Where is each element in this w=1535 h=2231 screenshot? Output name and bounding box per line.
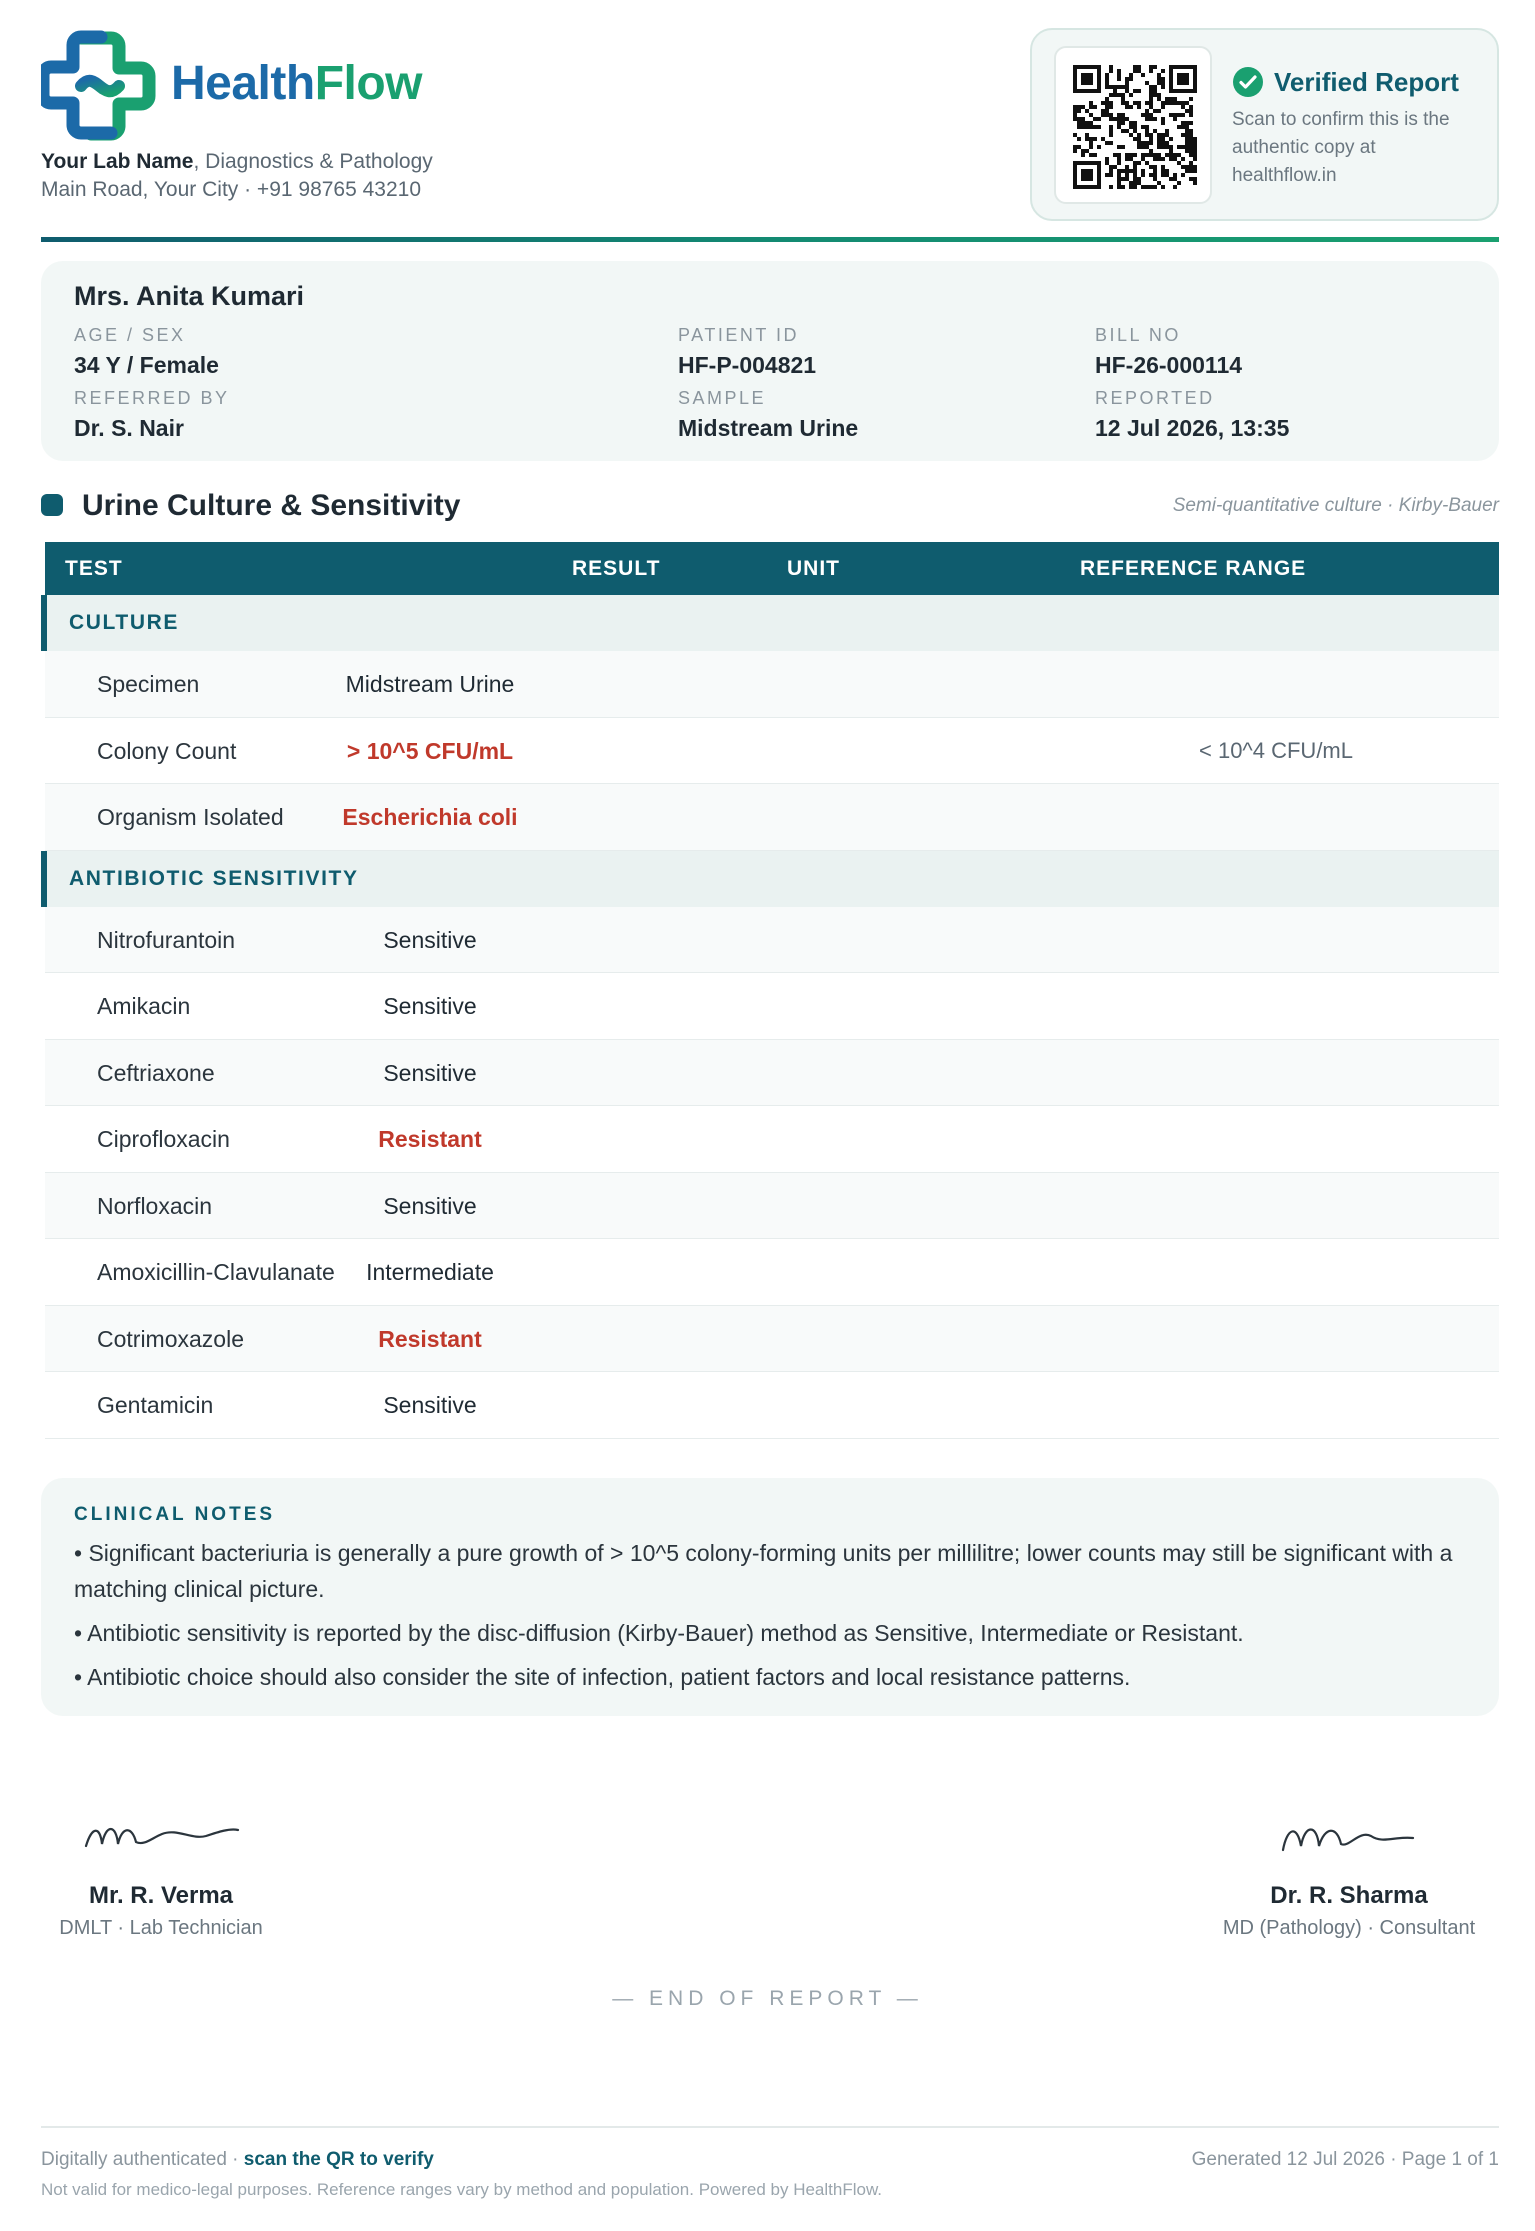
section-method: Semi-quantitative culture · Kirby-Bauer [1172, 495, 1499, 516]
consultant-role: MD (Pathology) · Consultant [1222, 1917, 1476, 1939]
brand-name-part1: Health [171, 57, 315, 110]
healthflow-logo-icon [41, 28, 156, 143]
patient-card [41, 261, 1499, 461]
clinical-notes-list [74, 1535, 1474, 1703]
clinical-notes [41, 1478, 1499, 1716]
footer-divider [41, 2126, 1499, 2128]
result-cell: Sensitive [383, 993, 477, 1019]
verified-report-box [1030, 28, 1499, 221]
table-body [45, 595, 1499, 1439]
test-name-cell: Ceftriaxone [97, 1059, 215, 1086]
patient-id-value: HF-P-004821 [678, 352, 817, 378]
test-name-cell: Nitrofurantoin [97, 926, 236, 953]
table-header [45, 542, 1499, 595]
footer-disclaimer: Not valid for medico-legal purposes. Reference ranges vary by method and population. Powered by HealthFlow. [41, 2180, 883, 2199]
verified-report-text: Scan to confirm this is the authentic copy at healthflow.in [1232, 109, 1450, 186]
report-header [41, 28, 1499, 238]
end-of-report: — END OF REPORT — [612, 1987, 923, 2010]
table-row [45, 1106, 1499, 1173]
bill-no-value: HF-26-000114 [1095, 352, 1243, 378]
result-cell: Resistant [378, 1325, 482, 1352]
footer-auth [41, 2149, 434, 2171]
qr-code-icon [1073, 65, 1197, 189]
test-name-cell: Norfloxacin [97, 1192, 213, 1219]
result-cell: Intermediate [366, 1259, 494, 1285]
table-row [45, 907, 1499, 974]
clinical-note-item: • Antibiotic choice should also consider the site of infection, patient factors and local resistance patterns. [74, 1664, 1131, 1690]
lab-address: Main Road, Your City · +91 98765 43210 [41, 178, 422, 201]
table-row [45, 651, 1499, 718]
test-name-cell: Ciprofloxacin [97, 1126, 230, 1152]
table-group-label: CULTURE [69, 611, 179, 634]
age-sex-label: AGE / SEX [74, 325, 186, 345]
table-row [45, 973, 1499, 1040]
lab-descriptor: , Diagnostics & Pathology [193, 150, 433, 173]
qr-code[interactable] [1054, 46, 1212, 204]
reported-label: REPORTED [1095, 388, 1215, 408]
referred-by-value: Dr. S. Nair [74, 415, 184, 441]
clinical-notes-title: CLINICAL NOTES [74, 1504, 276, 1525]
column-header-unit: UNIT [787, 557, 840, 580]
table-row [45, 1239, 1499, 1306]
referred-by-label: REFERRED BY [74, 388, 230, 408]
test-name-cell: Cotrimoxazole [97, 1325, 244, 1352]
verified-report-title: Verified Report [1274, 67, 1459, 97]
result-cell: Sensitive [383, 1059, 477, 1086]
bill-no-label: BILL NO [1095, 325, 1181, 345]
clinical-note-item: • Significant bacteriuria is generally a pure growth of > 10^5 colony-forming units per millilitre; lower counts may still be significant with a matching clinical picture. [74, 1540, 1453, 1602]
column-header-result: RESULT [572, 557, 661, 580]
table-row [45, 718, 1499, 785]
clinical-note-item: • Antibiotic sensitivity is reported by the disc-diffusion (Kirby-Bauer) method as Sensitive, Intermediate or Resistant. [74, 1620, 1244, 1646]
technician-role: DMLT · Lab Technician [59, 1917, 263, 1939]
result-cell: Midstream Urine [345, 671, 515, 697]
results-table [45, 542, 1499, 1439]
age-sex-value: 34 Y / Female [74, 352, 219, 378]
result-cell: Sensitive [383, 1192, 477, 1219]
table-group-header [41, 851, 1499, 907]
test-name-cell: Amoxicillin-Clavulanate [97, 1259, 335, 1285]
test-name-cell: Gentamicin [97, 1392, 214, 1418]
verified-check-icon [1232, 66, 1264, 98]
result-cell: Sensitive [383, 1392, 477, 1418]
table-row [45, 1173, 1499, 1240]
table-group-label: ANTIBIOTIC SENSITIVITY [69, 866, 359, 890]
brand-name [171, 56, 422, 111]
reported-value: 12 Jul 2026, 13:35 [1095, 415, 1290, 441]
table-group-header [41, 595, 1499, 651]
table-row [45, 784, 1499, 851]
table-row [45, 1306, 1499, 1373]
reference-range-cell: < 10^4 CFU/mL [1199, 737, 1353, 763]
patient-name: Mrs. Anita Kumari [74, 281, 305, 311]
brand-name-part2: Flow [314, 57, 423, 110]
test-name-cell: Specimen [97, 671, 200, 697]
sample-label: SAMPLE [678, 388, 767, 408]
lab-name: Your Lab Name [41, 150, 194, 173]
result-cell: Sensitive [383, 926, 477, 953]
footer-auth-text: Digitally authenticated · [41, 2149, 244, 2170]
test-name-cell: Amikacin [97, 993, 191, 1019]
technician-signature-image [82, 1816, 242, 1856]
table-row [45, 1040, 1499, 1107]
column-header-reference-range: REFERENCE RANGE [1080, 557, 1307, 580]
footer-verify-link[interactable]: scan the QR to verify [243, 2149, 434, 2170]
sample-value: Midstream Urine [678, 415, 859, 441]
result-cell: > 10^5 CFU/mL [346, 737, 514, 764]
column-header-test: TEST [65, 557, 123, 580]
test-name-cell: Organism Isolated [97, 804, 284, 830]
lab-name-line [41, 150, 433, 174]
section-title: Urine Culture & Sensitivity [82, 489, 461, 522]
consultant-name: Dr. R. Sharma [1270, 1882, 1428, 1909]
section-marker-icon [41, 494, 63, 516]
patient-id-label: PATIENT ID [678, 325, 800, 345]
result-cell: Resistant [378, 1126, 482, 1152]
result-cell: Escherichia coli [342, 804, 518, 830]
footer-generated: Generated 12 Jul 2026 · Page 1 of 1 [1191, 2149, 1499, 2170]
consultant-signature-image [1279, 1816, 1419, 1856]
header-divider [41, 237, 1499, 242]
test-name-cell: Colony Count [97, 737, 237, 764]
table-row [45, 1372, 1499, 1439]
technician-name: Mr. R. Verma [88, 1882, 234, 1909]
